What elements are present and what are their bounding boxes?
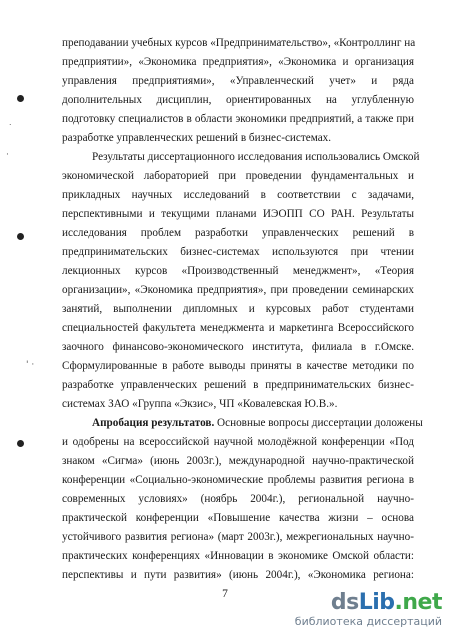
text-line: знаком «Сигма» (июнь 2003г.), международной научно-практической: [62, 455, 414, 467]
text-line: Результаты диссертационного исследования использовались Омской: [92, 151, 420, 163]
watermark-logo: [292, 590, 442, 628]
binder-hole-mark: [17, 233, 24, 240]
approbation-text: Основные вопросы диссертации доложены: [214, 417, 423, 429]
binder-hole-mark: [17, 95, 24, 102]
text-line: перспективными и текущими планами ИЭОПП СО РАН. Результаты: [62, 208, 414, 220]
text-line: подготовку специалистов в области экономики предприятий, а также при: [62, 113, 414, 125]
text-line: современных условиях» (ноябрь 2004г.), региональной научно-: [62, 493, 414, 505]
text-line: заочного финансово-экономического института, филиала в г.Омске.: [62, 341, 414, 353]
text-line: предприятии», «Экономика предприятия», «Экономика и организация: [62, 56, 414, 68]
text-line: предпринимательских бизнес-системах используются при чтении: [62, 246, 414, 258]
text-line: организации», «Экономика предприятия», при проведении семинарских: [62, 284, 414, 296]
text-line: лекционных курсов «Производственный менеджмент», «Теория: [62, 265, 414, 277]
scan-speck: ·: [6, 150, 9, 160]
scan-speck: ˙: [8, 124, 13, 134]
text-line: прикладных научных исследований в соответствии с задачами,: [62, 189, 414, 201]
text-line: дополнительных дисциплин, ориентированных на углубленную: [62, 94, 414, 106]
text-line: системах ЗАО «Группа «Экзис», ЧП «Ковалевская Ю.В.».: [62, 398, 338, 410]
text-line: занятий, выполнении дипломных и курсовых работ студентами: [62, 303, 414, 315]
watermark-subtitle: библиотека диссертаций: [294, 615, 442, 628]
binder-hole-mark: [17, 440, 24, 447]
text-line: конференции «Социально-экономические проблемы развития региона в: [62, 474, 414, 486]
text-line: устойчивого развития региона» (март 2003г.), межрегиональных научно-: [62, 531, 414, 543]
text-line: преподавании учебных курсов «Предпринимательство», «Контроллинг на: [62, 37, 416, 49]
text-line: исследования проблем разработки управленческих решений в: [62, 227, 414, 239]
text-line: Сформулированные в работе выводы приняты в качестве методики по: [62, 360, 414, 372]
text-line: специальностей факультета менеджмента и маркетинга Всероссийского: [62, 322, 414, 334]
dslib-logo: dsLib.net: [330, 590, 442, 615]
text-line: практической конференции «Повышение качества жизни – основа: [62, 512, 414, 524]
approbation-line: [92, 416, 423, 430]
text-line: практических конференциях «Инновации в экономике Омской области:: [62, 550, 414, 562]
text-line: разработке управленческих решений в бизнес-системах.: [62, 132, 332, 144]
text-line: разработке управленческих решений в предпринимательских бизнес-: [62, 379, 414, 391]
text-line: перспективы и пути развития» (июнь 2004г.), «Экономика региона:: [62, 569, 414, 581]
text-line: и одобрены на всероссийской научной молодёжной конференции «Под: [62, 436, 414, 448]
text-line: управления предприятиями», «Управленческий учет» и ряда: [62, 75, 414, 87]
page-number: 7: [222, 588, 228, 600]
text-line: экономической лабораторией при проведении фундаментальных и: [62, 170, 414, 182]
approbation-heading: Апробация результатов.: [92, 417, 215, 429]
scan-speck: ' ·: [26, 360, 35, 370]
